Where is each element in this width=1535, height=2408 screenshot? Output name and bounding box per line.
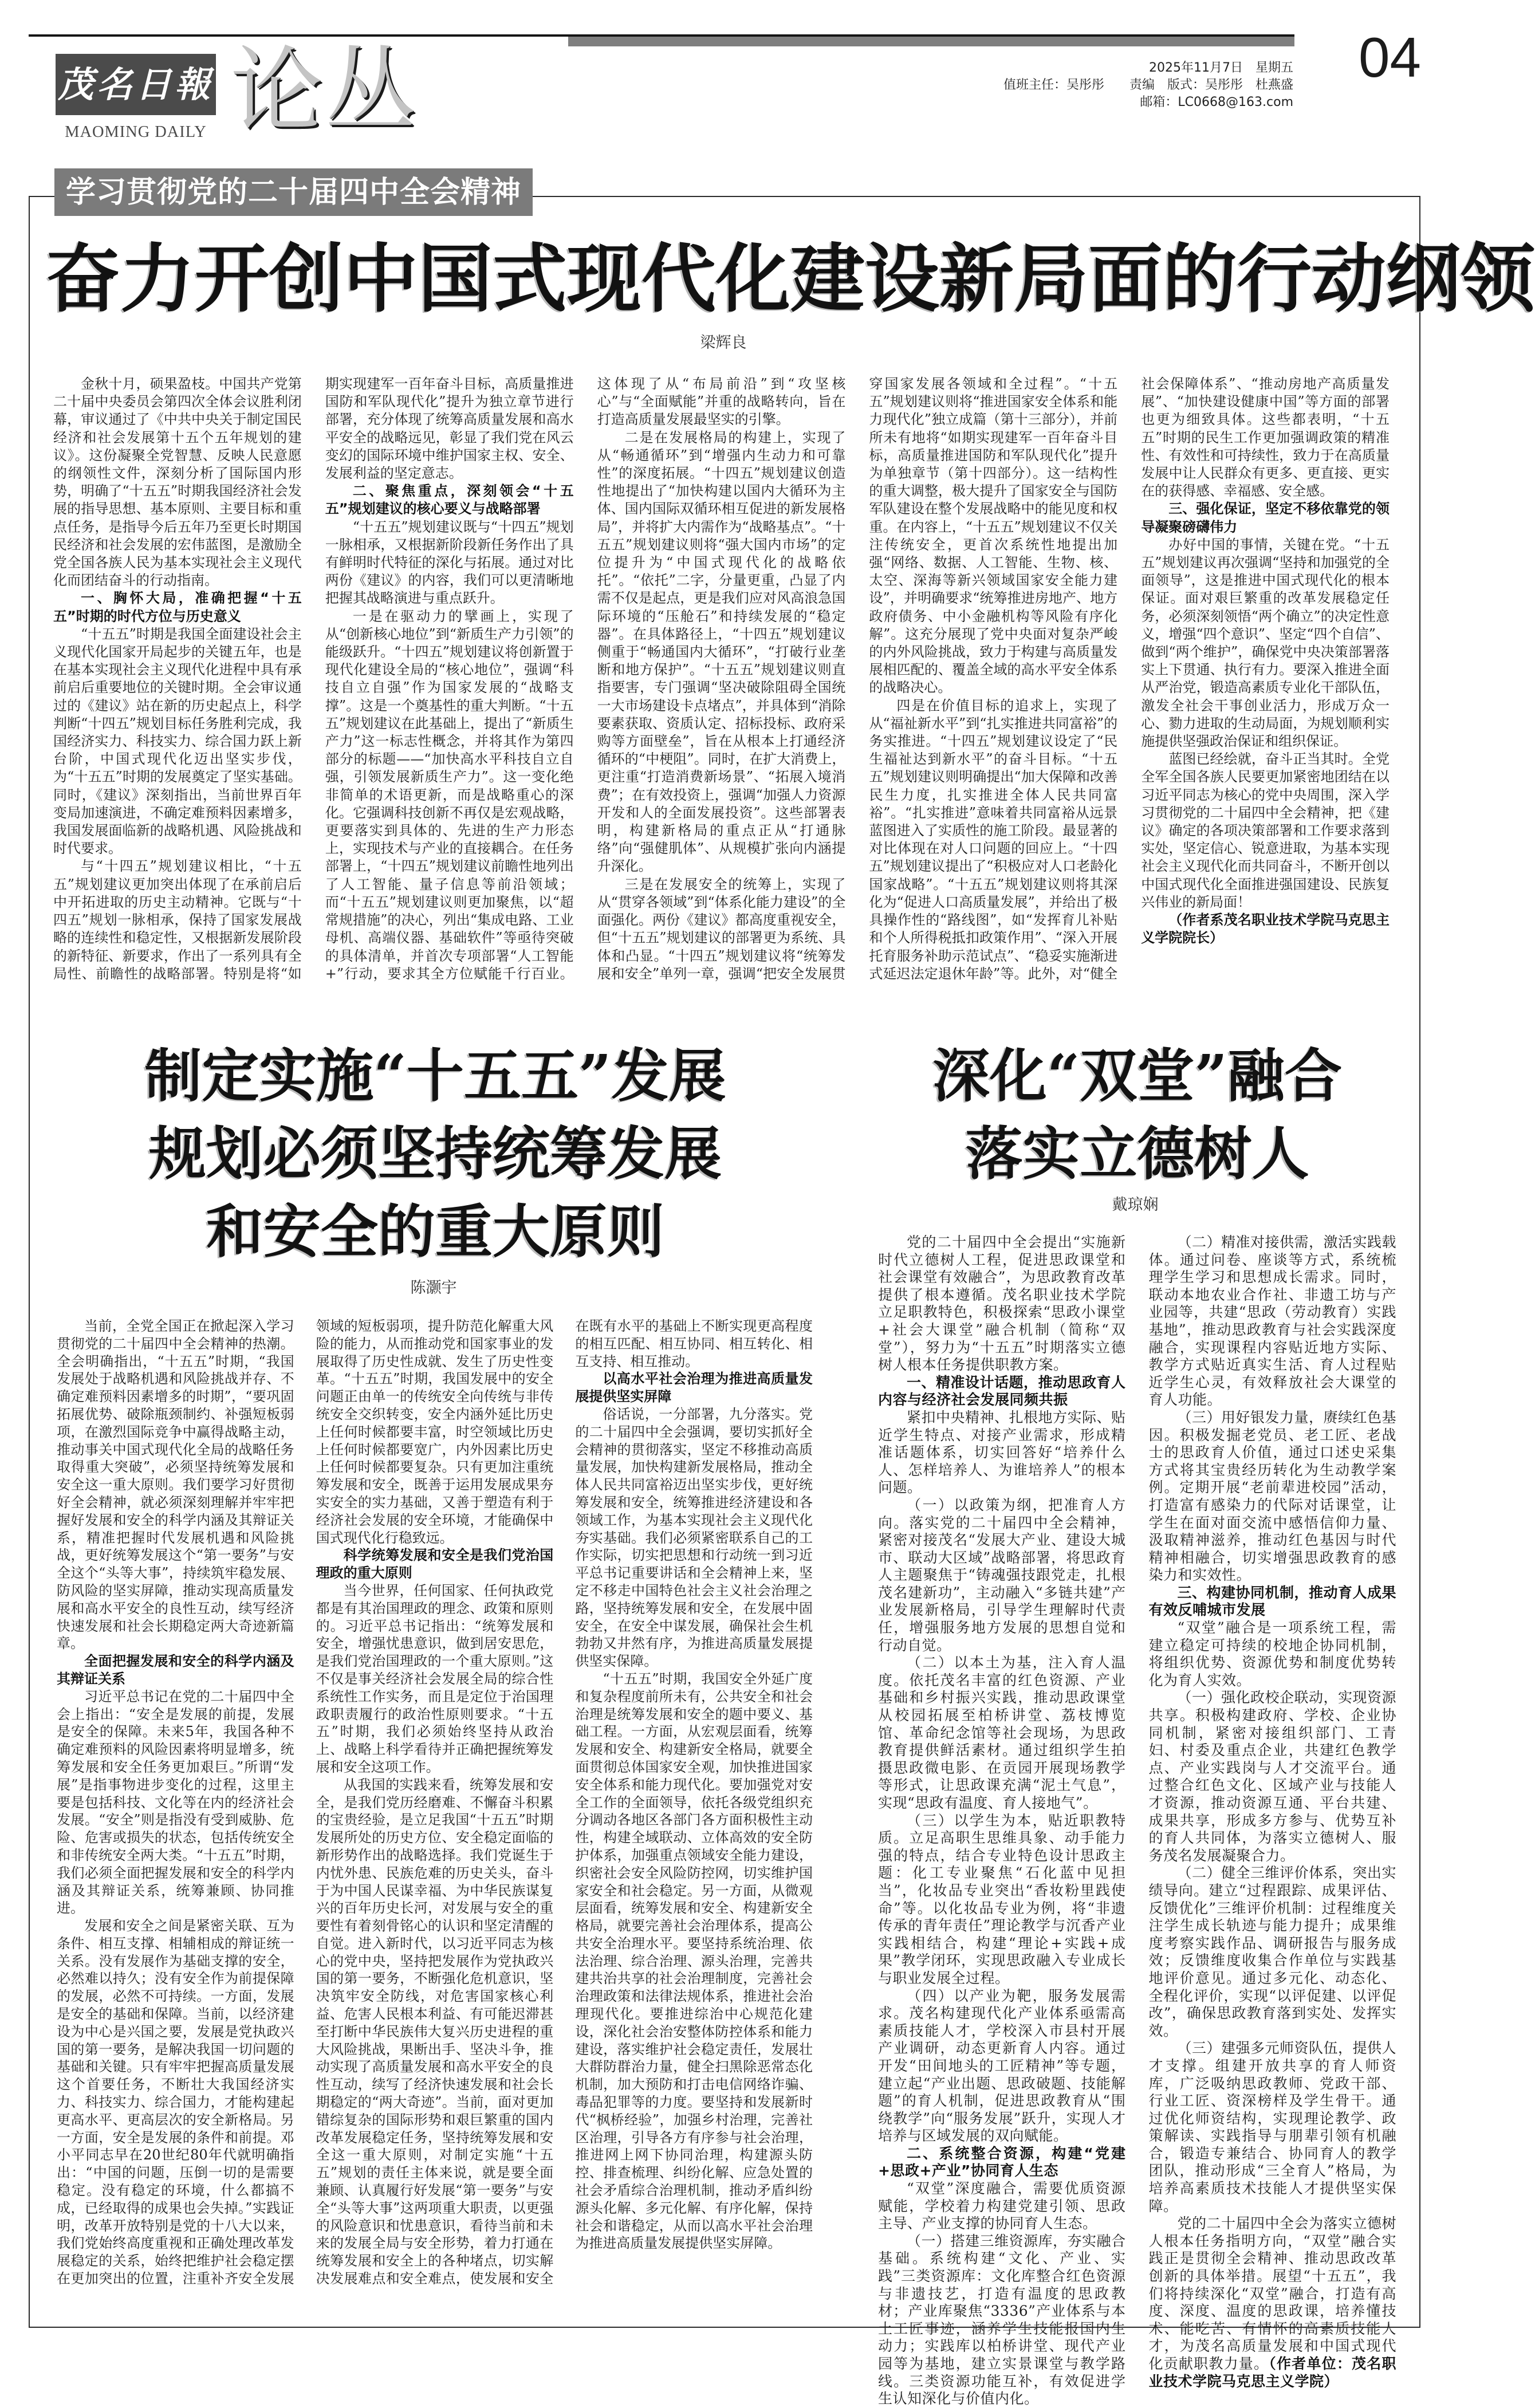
topic-banner	[54, 168, 533, 216]
author-note	[1141, 911, 1390, 947]
title-line: 规划必须坚持统筹发展	[149, 1120, 722, 1187]
paragraph	[878, 2233, 1126, 2408]
article-1-byline: 梁辉良	[700, 334, 747, 352]
paragraph	[53, 375, 302, 589]
section-heading	[878, 1374, 1126, 1409]
section-heading	[53, 589, 302, 625]
paragraph-text: （三）以学生为本，贴近职教特质。立足高职生思维具象、动手能力强的特点，结合专业特色设计思政主题：化工专业聚焦“石化蓝中见担当”，化妆品专业突出“香妆粉里践使命”等。以化妆品专业为例，将“非遗传承的青年责任”理论教学与沉香产业实践相结合，构建“理论+实践+成果”教学闭环，实现思政融入专业成长与职业发展全过程。	[878, 1812, 1126, 1986]
section-heading-text: 科学统筹发展和安全是我们党治国理政的重大原则	[316, 1547, 554, 1581]
paragraph	[1149, 1409, 1397, 1584]
paragraph-text: （三）用好银发力量，赓续红色基因。积极发掘老党员、老工匠、老战士的思政育人价值，通过口述史采集方式将其宝贵经历转化为生动教学案例。定期开展“老前辈进校园”活动，打造富有感染力的代际对话课堂，让学生在面对面交流中感悟信仰力量、汲取精神滋养，推动红色基因与时代精神相融合，切实增强思政教育的感染力和实效性。	[1148, 1408, 1397, 1584]
paragraph	[878, 1654, 1126, 1812]
article-3-body	[878, 1234, 1396, 2408]
paragraph	[325, 518, 574, 608]
paragraph-text: 发展和安全之间是紧密关联、互为条件、相互支撑、相辅相成的辩证统一关系。没有发展作为基础支撑的安全，必然难以持久；没有安全作为前提保障的发展，必然不可持续。一方面，发展是安全的基础和保障。当前，以经济建设为中心是兴国之要，发展是党执政兴国的第一要务，是解决我国一切问题的基础和关键。只有牢牢把握高质量发展这个首要任务，不断壮大我国经济实力、科技实力、综合国力，才能构建起更高水平、更高层次的安全新格局。另一方面，安全是发展的条件和前提。邓小平同志早在20世纪80年代就明确指出：“中国的问题，压倒一切的是需要稳定。没有稳定的环境，什么都搞不成，已经取得的成果也会失掉。”实践证明，改革开放特别是党的十八大以来，我们党始终高度重视和正确处理改革发展稳定的关系，始终把维护社会稳定摆在更加突出的位置，注重补齐安全发展领域的短板弱项，提升防范化解重大风险的能力，从而推动党和国家事业的发展取得了历史性成就、发生了历史性变革。“十五五”时期，我国发展中的安全问题正由单一的传统安全向传统与非传统安全交织转变，安全内涵外延比历史上任何时候都要丰富，时空领域比历史上任何时候都要宽广，内外因素比历史上任何时候都要复杂。只有更加注重统筹发展和安全，既善于运用发展成果夯实安全的实力基础，又善于塑造有利于经济社会发展的安全环境，才能确保中国式现代化行稳致远。	[57, 1318, 554, 2287]
article-2-byline: 陈灏宇	[410, 1279, 457, 1297]
article-2-title	[57, 1037, 813, 1270]
section-heading-text: 三、强化保证，坚定不移依靠党的领导凝聚磅礴伟力	[1141, 501, 1390, 535]
article-2-body	[57, 1317, 813, 2288]
paragraph-text: 紧扣中央精神、扎根地方实际、贴近学生特点、对接产业需求，形成精准话题体系，切实回答好“培养什么人、怎样培养人、为谁培养人”的根本问题。	[878, 1408, 1126, 1496]
paragraph-text: 当今世界，任何国家、任何执政党都是有其治国理政的理念、政策和原则的。习近平总书记指出：“统筹发展和安全，增强忧患意识，做到居安思危，是我们党治国理政的一个重大原则。”这不仅是事关经济社会发展全局的综合性系统性工作实务，而且是定位于治国理政职责履行的政治性原则要求。“十五五”时期，我们必须始终坚持从政治上、战略上科学看待并正确把握统筹发展和安全这项工作。	[316, 1582, 554, 1775]
paragraph	[57, 1688, 294, 1917]
issue-date: 2025年11月7日 星期五	[1149, 61, 1293, 75]
paragraph	[1149, 2040, 1397, 2215]
section-heading-text: 三、构建协同机制，推动育人成果有效反哺城市发展	[1148, 1584, 1397, 1619]
top-gray-bar	[568, 37, 1294, 46]
paragraph	[878, 1409, 1126, 1497]
paragraph	[575, 1670, 813, 2252]
paragraph-text: “十五五”时期，我国安全外延广度和复杂程度前所未有，公共安全和社会治理是统筹发展和安全的题中要义、基础工程。一方面，从宏观层面看，统筹发展和安全、构建新安全格局，就要全面贯彻总体国家安全观，加快推进国家安全体系和能力现代化。要加强党对安全工作的全面领导，依托各级党组织充分调动各地区各部门各方面积极性主动性，构建全域联动、立体高效的安全防护体系，加强重点领域安全能力建设，织密社会安全风险防控网，切实维护国家安全和社会稳定。另一方面，从微观层面看，统筹发展和安全、构建新安全格局，就要完善社会治理体系，提高公共安全治理水平。要坚持系统治理、依法治理、综合治理、源头治理，完善共建共治共享的社会治理制度，完善社会治理政策和法律法规体系，推进社会治理现代化。要推进综治中心规范化建设，深化社会治安整体防控体系和能力建设，落实维护社会稳定责任，发展壮大群防群治力量，健全扫黑除恶常态化机制，加大预防和打击电信网络诈骗、毒品犯罪等的力度。要坚持和发展新时代“枫桥经验”，加强乡村治理，完善社区治理，引导各方有序参与社会治理，推进网上网下协同治理，构建源头防控、排查梳理、纠纷化解、应急处置的社会矛盾综合治理机制，推动矛盾纠纷源头化解、多元化解、有序化解，保持社会和谐稳定，从而以高水平社会治理为推进高质量发展提供坚实屏障。	[575, 1670, 813, 2252]
paragraph-text: 二是在发展格局的构建上，实现了从“畅通循环”到“增强内生动力和可靠性”的深度拓展。“十四五”规划建议创造性地提出了“加快构建以国内大循环为主体、国内国际双循环相互促进的新发展格局”，并将扩大内需作为“战略基点”。“十五五”规划建议则将“强大国内市场”的定位提升为“中国式现代化的战略依托”。“依托”二字，分量更重，凸显了内需不仅是起点，更是我们应对风高浪急国际环境的“压舱石”和持续发展的“稳定器”。在具体路径上，“十四五”规划建议侧重于“畅通国内大循环”，“打破行业垄断和地方保护”。“十五五”规划建议则直指要害，专门强调“坚决破除阻碍全国统一大市场建设卡点堵点”，并具体到“消除要素获取、资质认定、招标投标、政府采购等方面壁垒”，旨在从根本上打通经济循环的“中梗阻”。同时，在扩大消费上，更注重“打造消费新场景”、“拓展入境消费”；在有效投资上，强调“加强人力资源开发和人的全面发展投资”。这些部署表明，构建新格局的重点正从“打通脉络”向“强健肌体”、从规模扩张向内涵提升深化。	[597, 429, 846, 875]
paragraph	[597, 429, 846, 876]
paragraph-text: 习近平总书记在党的二十届四中全会上指出：“安全是发展的前提，发展是安全的保障。未来5年，我国各种不确定难预料的风险因素将明显增多，统筹发展和安全任务更加艰巨。”所谓“发展”是指事物进步变化的过程，这里主要是包括科技、文化等在内的经济社会发展。“安全”则是指没有受到威胁、危险、危害或损失的状态，包括传统安全和非传统安全两大类。“十五五”时期，我们必须全面把握发展和安全的科学内涵及其辩证关系，统筹兼顾、协同推进。	[57, 1688, 294, 1917]
paragraph-text: （二）健全三维评价体系，突出实绩导向。建立“过程跟踪、成果评估、反馈优化”三维评价机制：过程维度关注学生成长轨迹与能力提升；成果维度考察实践作品、调研报告与服务成效；反馈维度收集合作单位与实践基地评价意见。通过多元化、动态化、全程化评价，实现“以评促建、以评促改”，确保思政教育落到实处、发挥实效。	[1148, 1864, 1397, 2039]
newspaper-logo	[56, 54, 216, 115]
title-line: 奋力开创中国式现代化建设新局面的行动纲领	[46, 235, 1535, 322]
paragraph-text: （二）以本土为基，注入育人温度。依托茂名丰富的红色资源、产业基础和乡村振兴实践，推动思政课堂从校园拓展至柏桥讲堂、荔枝博览馆、革命纪念馆等社会现场，为思政教育提供鲜活素材。通过组织学生拍摄思政微电影、在贡园开展现场教学等形式，让思政课充满“泥土气息”，实现“思政有温度、育人接地气”。	[878, 1654, 1126, 1811]
paragraph-text: 从我国的实践来看，统筹发展和安全，是我们党历经磨难、不懈奋斗积累的宝贵经验，是立足我国“十五五”时期发展所处的历史方位、安全稳定面临的新形势作出的战略选择。我们党诞生于内忧外患、民族危难的历史关头，奋斗于为中国人民谋幸福、为中华民族谋复兴的百年历史长河，对发展与安全的重要性有着刻骨铭心的认识和坚定清醒的自觉。进入新时代，以习近平同志为核心的党中央，坚持把发展作为党执政兴国的第一要务，不断强化危机意识，坚决筑牢安全防线，对危害国家核心利益、危害人民根本利益、有可能迟滞甚至打断中华民族伟大复兴历史进程的重大风险挑战，果断出手、坚决斗争，推动实现了高质量发展和高水平安全的良性互动，续写了经济快速发展和社会长期稳定的“两大奇迹”。当前，面对更加错综复杂的国际形势和艰巨繁重的国内改革发展稳定任务，坚持统筹发展和安全这一重大原则，对制定实施“十五五”规划的责任主体来说，就是要全面兼顾、认真履行好发展“第一要务”与安全“头等大事”这两项重大职责，以更强的风险意识和忧患意识，看待当前和未来的发展全局与安全形势，着力打通在统筹发展和安全上的各种堵点，切实解决发展难点和安全难点，使发展和安全在既有水平的基础上不断实现更高程度的相互匹配、相互协同、相互转化、相互支持、相互推动。	[316, 1318, 813, 2287]
section-heading	[575, 1370, 813, 1406]
paragraph-text: 一是在驱动力的擘画上，实现了从“创新核心地位”到“新质生产力引领”的能级跃升。“十四五”规划建议将创新置于现代化建设全局的“核心地位”，强调“科技自立自强”作为国家发展的“战略支撑”。这是一个奠基性的重大判断。“十五五”规划建议在此基础上，提出了“新质生产力”这一标志性概念，并将其作为第四部分的标题——“加快高水平科技自立自强，引领发展新质生产力”。这一变化绝非简单的术语更新，而是战略重心的深化。它强调科技创新不再仅是宏观战略，更要落实到具体的、先进的生产力形态上，实现技术与产业的直接耦合。在任务部署上，“十四五”规划建议前瞻性地列出了人工智能、量子信息等前沿领域；而“十五五”规划建议则更加聚焦，以“超常规措施”的决心，列出“集成电路、工业母机、高端仪器、基础软件”等亟待突破的具体清单，并首次专项部署“人工智能+”行动，要求其全方位赋能千行百业。这体现了从“布局前沿”到“攻坚核心”与“全面赋能”并重的战略转向，旨在打造高质量发展最坚实的引擎。	[325, 376, 846, 982]
contact-email: 邮箱：LC0668@163.com	[1140, 95, 1293, 109]
section-title: 论丛	[230, 37, 418, 145]
paragraph-text: 俗话说，一分部署，九分落实。党的二十届四中全会强调，要切实抓好全会精神的贯彻落实，坚定不移推动高质量发展，加快构建新发展格局，推动全体人民共同富裕迈出坚实步伐，更好统筹发展和安全，统筹推进经济建设和各领域工作，为基本实现社会主义现代化夯实基础。我们必须紧密联系自己的工作实际，切实把思想和行动统一到习近平总书记重要讲话和全会精神上来，坚定不移走中国特色社会主义社会治理之路，坚持统筹发展和安全，在发展中固安全，在安全中谋发展，确保社会生机勃勃又井然有序，为推进高质量发展提供坚实保障。	[575, 1406, 813, 1670]
paragraph-text: “双堂”融合是一项系统工程，需建立稳定可持续的校地企协同机制，将组织优势、资源优势和制度优势转化为育人实效。	[1148, 1619, 1396, 1689]
page-number: 04	[1359, 26, 1422, 89]
paragraph-text: “十五五”时期是我国全面建设社会主义现代化国家开局起步的关键五年，也是在基本实现社会主义现代化进程中具有承前启后重要地位的关键时期。全会审议通过的《建议》站在新的历史起点上，科学判断“十四五”规划目标任务胜利完成，我国经济实力、科技实力、综合国力跃上新台阶，中国式现代化迈出坚实步伐，为“十五五”时期的发展奠定了坚实基础。同时，《建议》深刻指出，当前世界百年变局加速演进，不确定难预料因素增多，我国发展面临新的战略机遇、风险挑战和时代要求。	[53, 625, 302, 857]
paragraph-text: （一）强化政校企联动，实现资源共享。积极构建政府、学校、企业协同机制，紧密对接组织部门、工青妇、村委及重点企业，共建红色教学点、产业实践岗与人才交流平台。通过整合红色文化、区域产业与技能人才资源，推动资源互通、平台共建、成果共享，形成多方参与、优势互补的育人共同体，为落实立德树人、服务茂名发展凝聚合力。	[1148, 1689, 1397, 1864]
section-heading	[1149, 1584, 1397, 1619]
paragraph	[878, 1988, 1126, 2145]
section-heading	[316, 1547, 554, 1582]
paragraph-text: “十五五”规划建议既与“十四五”规划一脉相承，又根据新阶段新任务作出了具有鲜明时代特征的深化与拓展。通过对比两份《建议》的内容，我们可以更清晰地把握其战略演进与重点跃升。	[325, 518, 574, 607]
section-heading-text: 全面把握发展和安全的科学内涵及其辩证关系	[57, 1653, 294, 1687]
paragraph-text: （四）以产业为靶，服务发展需求。茂名构建现代化产业体系亟需高素质技能人才，学校深入市县村开展产业调研，动态更新育人内容。通过开发“田间地头的工匠精神”等专题，建立起“产业出题、思政破题、技能解题”的育人机制，促进思政教育从“围绕教学”向“服务发展”跃升，实现人才培养与区域发展的双向赋能。	[878, 1987, 1126, 2145]
paragraph	[878, 1497, 1126, 1654]
paragraph	[878, 1812, 1126, 1988]
paragraph-text: 蓝图已经绘就，奋斗正当其时。全党全军全国各族人民要更加紧密地团结在以习近平同志为核心的党中央周围，深入学习贯彻党的二十届四中全会精神，把《建议》确定的各项决策部署和工作要求落到实处，坚定信心、锐意进取，为基本实现社会主义现代化而共同奋斗，不断开创以中国式现代化全面推进强国建设、民族复兴伟业的新局面！	[1141, 751, 1390, 910]
paragraph-text: 党的二十届四中全会为落实立德树人根本任务指明方向，“双堂”融合实践正是贯彻全会精神、推动思政改革创新的具体举措。展望“十五五”，我们将持续深化“双堂”融合，打造有高度、深度、温度的思政课，培养懂技术、能吃苦、有情怀的高素质技能人才，为茂名高质量发展和中国式现代化贡献职教力量。	[1148, 2215, 1397, 2372]
paragraph	[1141, 536, 1390, 750]
article-3-title	[878, 1037, 1396, 1193]
title-line: 落实立德树人	[965, 1120, 1309, 1187]
paragraph-text: 当前，全党全国正在掀起深入学习贯彻党的二十届四中全会精神的热潮。全会明确指出，“十五五”时期，“我国发展处于战略机遇和风险挑战并存、不确定难预料因素增多的时期”，“要巩固拓展优势、破除瓶颈制约、补强短板弱项，在激烈国际竞争中赢得战略主动，推动事关中国式现代化全局的战略任务取得重大突破”，必须坚持统筹发展和安全这一重大原则。我们要学习好贯彻好全会精神，就必须深刻理解并牢牢把握好发展和安全的科学内涵及其辩证关系，精准把握时代发展机遇和风险挑战，更好统筹发展这个“第一要务”与安全这个“头等大事”，持续筑牢稳发展、防风险的坚实屏障，推动实现高质量发展和高水平安全的良性互动，续写经济快速发展和社会长期稳定两大奇迹新篇章。	[57, 1318, 294, 1652]
logo-english-name: MAOMING DAILY	[65, 123, 207, 141]
title-line: 制定实施“十五五”发展	[144, 1042, 726, 1109]
section-heading	[1141, 500, 1390, 536]
section-heading-text: 以高水平社会治理为推进高质量发展提供坚实屏障	[575, 1371, 813, 1405]
banner-text: 学习贯彻党的二十届四中全会精神	[65, 175, 521, 210]
paragraph-text: （一）以政策为纲，把准育人方向。落实党的二十届四中全会精神，紧密对接茂名“发展大产业、建设大城市、联动大区域”战略部署，将思政育人主题聚焦于“铸魂强技跟党走，扎根茂名建新功”，主动融入“多链共建”产业发展新格局，引导学生理解时代责任，增强服务地方发展的思想自觉和行动自觉。	[878, 1496, 1126, 1654]
paragraph-text: （二）精准对接供需，激活实践载体。通过问卷、座谈等方式，系统梳理学生学习和思想成长需求。同时，联动本地农业合作社、非遗工坊与产业园等，共建“思政（劳动教育）实践基地”，推动思政教育与社会实践深度融合，实现课程内容贴近地方实际、教学方式贴近真实生活、育人过程贴近学生心灵，有效释放社会大课堂的育人功能。	[1148, 1234, 1397, 1408]
section-heading-text: 二、聚焦重点，深刻领会“十五五”规划建议的核心要义与战略部署	[325, 483, 574, 517]
paragraph	[1149, 1619, 1397, 1689]
section-heading-text: 一、胸怀大局，准确把握“十五五”时期的时代方位与历史意义	[53, 590, 302, 624]
paragraph-text: 金秋十月，硕果盈枝。中国共产党第二十届中央委员会第四次全体会议胜利闭幕，审议通过了《中共中央关于制定国民经济和社会发展第十五个五年规划的建议》。这份凝聚全党智慧、反映人民意愿的纲领性文件，深刻分析了国际国内形势，明确了“十五五”时期我国经济社会发展的指导思想、基本原则、主要目标和重点任务，是指导今后五年乃至更长时期国民经济和社会发展的宏伟蓝图，是激励全党全国各族人民为基本实现社会主义现代化而团结奋斗的行动指南。	[53, 376, 302, 589]
paragraph-text: 与“十四五”规划建议相比，“十五五”规划建议更加突出体现了在承前启后中开拓进取的历史主动精神。它既与“十四五”规划一脉相承，保持了国家发展战略的连续性和稳定性，又根据新发展阶段的新特征、新要求，作出了一系列具有全局性、前瞻性的战略部署。特别是将“如期实现建军一百年奋斗目标，高质量推进国防和军队现代化”提升为独立章节进行部署，充分体现了统筹高质量发展和高水平安全的战略远见，彰显了我们党在风云变幻的国际环境中维护国家主权、安全、发展利益的坚定意志。	[53, 376, 574, 982]
section-heading	[57, 1652, 294, 1688]
paragraph-text: 四是在价值目标的追求上，实现了从“福祉新水平”到“扎实推进共同富裕”的务实推进。“十四五”规划建议设定了“民生福祉达到新水平”的奋斗目标。“十五五”规划建议则明确提出“加大保障和改善民生力度，扎实推进全体人民共同富裕”。“扎实推进”意味着共同富裕从远景蓝图进入了实质性的施工阶段。最显著的对比体现在对人口问题的回应上。“十四五”规划建议提出了“积极应对人口老龄化国家战略”。“十五五”规划建议则将其深化为“促进人口高质量发展”，并给出了极具操作性的“路线图”，如“发挥育儿补贴和个人所得税抵扣政策作用”、“深入开展托育服务补助示范试点”、“稳妥实施渐进式延迟法定退休年龄”等。此外，对“健全社会保障体系”、“推动房地产高质量发展”、“加快建设健康中国”等方面的部署也更为细致具体。这些都表明，“十五五”时期的民生工作更加强调政策的精准性、有效性和可持续性，致力于在高质量发展中让人民群众有更多、更直接、更实在的获得感、幸福感、安全感。	[869, 376, 1390, 982]
paragraph	[316, 1582, 554, 1776]
paragraph	[1149, 1689, 1397, 1864]
section-heading	[878, 2145, 1126, 2180]
logo-text: 茂名日報	[57, 63, 214, 105]
editor-credits: 值班主任：吴彤彤 责编 版式：吴彤彤 杜燕盛	[1003, 78, 1293, 92]
section-heading-text: 二、系统整合资源，构建“党建+思政+产业”协同育人生态	[878, 2145, 1126, 2179]
article-3-byline: 戴琼娴	[1112, 1196, 1159, 1214]
paragraph	[575, 1406, 813, 1670]
paragraph-text: （一）搭建三维资源库，夯实融合基础。系统构建“文化、产业、实践”三类资源库：文化库整合红色资源与非遗技艺，打造有温度的思政教材；产业库聚焦“3336”产业体系与本土工匠事迹，涵养学生技能报国内生动力；实践库以柏桥讲堂、现代产业园等为基地，建立实景课堂与教学路线。三类资源功能互补，有效促进学生认知深化与价值内化。	[878, 2232, 1126, 2407]
author-note-text: （作者系茂名职业技术学院马克思主义学院院长）	[1141, 912, 1390, 946]
paragraph	[1141, 750, 1390, 911]
title-line: 深化“双堂”融合	[932, 1042, 1343, 1109]
paragraph-text: 党的二十届四中全会提出“实施新时代立德树人工程，促进思政课堂和社会课堂有效融合”，为思政教育改革提供了根本遵循。茂名职业技术学院立足职教特色，积极探索“思政小课堂+社会大课堂”融合机制（简称“双堂”），努力为“十五五”时期落实立德树人根本任务提供职教方案。	[878, 1234, 1126, 1374]
section-heading	[325, 482, 574, 518]
paragraph-text: “双堂”深度融合，需要优质资源赋能，学校着力构建党建引领、思政主导、产业支撑的协同育人生态。	[878, 2180, 1126, 2232]
paragraph-text: 办好中国的事情，关键在党。“十五五”规划建议再次强调“坚持和加强党的全面领导”，这是推进中国式现代化的根本保证。面对艰巨繁重的改革发展稳定任务，必须深刻领悟“两个确立”的决定性意义，增强“四个意识”、坚定“四个自信”、做到“两个维护”，确保党中央决策部署落实上下贯通、执行有力。要深入推进全面从严治党，锻造高素质专业化干部队伍，激发全社会干事创业活力，形成万众一心、勠力进取的生动局面，为规划顺利实施提供坚强政治保证和组织保证。	[1141, 536, 1390, 750]
author-note: （作者单位：茂名职业技术学院马克思主义学院）	[1148, 2355, 1396, 2390]
article-1-body	[53, 375, 1390, 983]
paragraph	[53, 625, 302, 858]
paragraph	[1149, 1864, 1397, 2040]
paragraph-text: 三是在发展安全的统筹上，实现了从“贯穿各领域”到“体系化能力建设”的全面强化。两份《建议》都高度重视安全，但“十五五”规划建议的部署更为系统、具体和凸显。“十四五”规划建议将“统筹发展和安全”单列一章，强调“把安全发展贯穿国家发展各领域和全过程”。“十五五”规划建议则将“推进国家安全体系和能力现代化”独立成篇（第十三部分），并前所未有地将“如期实现建军一百年奋斗目标，高质量推进国防和军队现代化”提升为单独章节（第十四部分）。这一结构性的重大调整，极大提升了国家安全与国防军队建设在整个发展战略中的能见度和权重。在内容上，“十五五”规划建议不仅关注传统安全，更首次系统性地提出加强“网络、数据、人工智能、生物、核、太空、深海等新兴领域国家安全能力建设”，并明确要求“统筹推进房地产、地方政府债务、中小金融机构等风险有序化解”。这充分展现了党中央面对复杂严峻的内外风险挑战，致力于构建与高质量发展相匹配的、覆盖全域的高水平安全体系的战略决心。	[597, 376, 1118, 982]
paragraph	[878, 1234, 1126, 1374]
article-1-title	[46, 235, 1535, 322]
paragraph-text: （三）建强多元师资队伍，提供人才支撑。组建开放共享的育人师资库，广泛吸纳思政教师、党政干部、行业工匠、资深榜样及学生骨干。通过优化师资结构，实现理论教学、政策解读、实践指导与朋辈引领有机融合，锻造专兼结合、协同育人的教学团队，推动形成“三全育人”格局，为培养高素质技术技能人才提供坚实保障。	[1148, 2040, 1397, 2214]
section-heading-text: 一、精准设计话题，推动思政育人内容与经济社会发展同频共振	[878, 1374, 1126, 1408]
paragraph	[57, 1317, 294, 1652]
paragraph	[878, 2180, 1126, 2233]
paragraph	[1149, 2215, 1397, 2390]
title-line: 和安全的重大原则	[206, 1198, 664, 1265]
issue-info	[892, 60, 1293, 111]
paragraph	[1149, 1234, 1397, 1409]
